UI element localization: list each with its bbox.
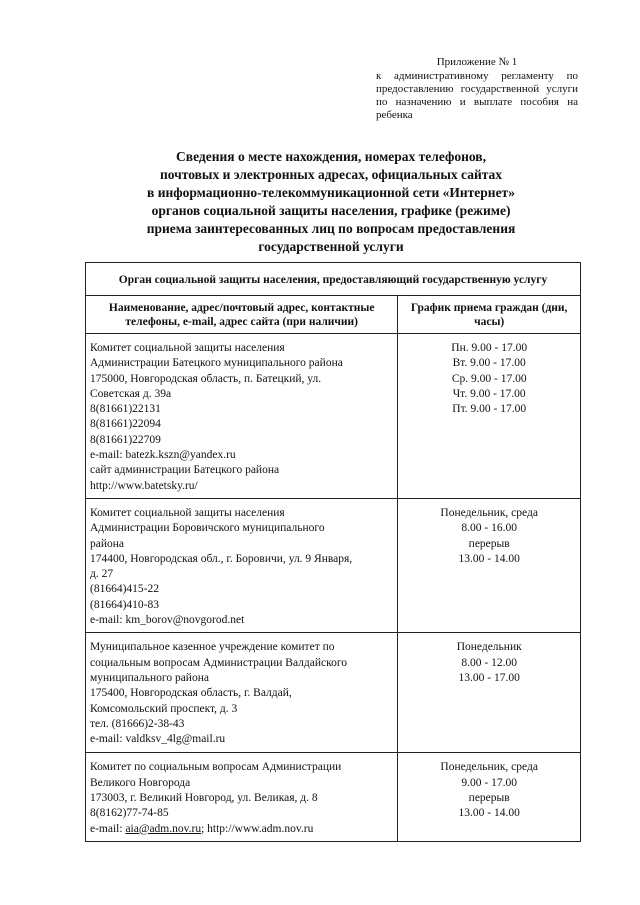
contact-line: Комитет социальной защиты населения: [90, 342, 285, 354]
contact-line: тел. (81666)2-38-43: [90, 717, 185, 730]
contact-line: 175000, Новгородская область, п. Батецкий, ул.: [90, 372, 322, 385]
schedule-line: 13.00 - 14.00: [458, 552, 520, 565]
contact-line: 8(8162)77-74-85: [90, 807, 169, 820]
contact-email-line: [90, 822, 394, 837]
contact-line: района: [90, 537, 125, 550]
title-line: Сведения о месте нахождения, номерах телефонов,: [176, 149, 486, 164]
contact-line: 174400, Новгородская обл., г. Боровичи, ул. 9 Января,: [90, 552, 353, 565]
table-header-row: [86, 263, 581, 296]
office-schedule: [398, 753, 581, 841]
schedule-line: 8.00 - 16.00: [461, 522, 517, 535]
table-row: [86, 334, 581, 499]
contact-line: Муниципальное казенное учреждение комитет по: [90, 641, 335, 654]
contact-line: 8(81661)22094: [90, 418, 161, 431]
office-contacts: [86, 753, 398, 841]
appendix-text: к административному регламенту по предоставлению государственной услуги по назначению и выплате пособия на ребенка: [376, 70, 578, 121]
schedule-line: Пт. 9.00 - 17.00: [452, 403, 527, 416]
contact-line: Комитет по социальным вопросам Администрации: [90, 761, 342, 774]
office-contacts: [86, 498, 398, 632]
contact-line: сайт администрации Батецкого района: [90, 464, 280, 477]
contact-line: Комитет социальной защиты населения: [90, 506, 285, 519]
offices-table: [85, 262, 581, 842]
contact-line: муниципального района: [90, 671, 209, 684]
contact-line: Великого Новгорода: [90, 776, 191, 789]
schedule-line: Пн. 9.00 - 17.00: [451, 342, 528, 354]
contact-line: e-mail: valdksv_4lg@mail.ru: [90, 733, 226, 746]
document-title: [96, 148, 566, 256]
contact-line: Администрации Батецкого муниципального района: [90, 357, 343, 370]
office-contacts: [86, 633, 398, 753]
contact-line: Администрации Боровичского муниципального: [90, 522, 325, 535]
office-schedule: [398, 633, 581, 753]
contact-line: 8(81661)22131: [90, 403, 161, 416]
column-header-contacts: Наименование, адрес/почтовый адрес, контактные телефоны, e-mail, адрес сайта (при наличии): [86, 296, 398, 334]
contact-line: 8(81661)22709: [90, 433, 161, 446]
schedule-line: Понедельник: [456, 641, 522, 654]
contact-line: Комсомольский проспект, д. 3: [90, 702, 238, 715]
title-line: государственной услуги: [258, 239, 404, 254]
schedule-line: 13.00 - 14.00: [458, 807, 520, 820]
schedule-line: 13.00 - 17.00: [458, 671, 520, 684]
title-line: органов социальной защиты населения, графике (режиме): [151, 203, 511, 218]
title-line: почтовых и электронных адресах, официальных сайтах: [159, 167, 503, 182]
contact-line: 175400, Новгородская область, г. Валдай,: [90, 687, 292, 700]
contact-line: e-mail: batezk.kszn@yandex.ru: [90, 449, 236, 462]
schedule-line: Ср. 9.00 - 17.00: [451, 372, 527, 385]
contact-line: e-mail: km_borov@novgorod.net: [90, 614, 245, 627]
appendix-note: [376, 56, 578, 122]
office-contacts: [86, 334, 398, 499]
contact-line: социальным вопросам Администрации Валдайского: [90, 656, 348, 669]
table-row: [86, 498, 581, 632]
title-line: в информационно-телекоммуникационной сети «Интернет»: [147, 185, 515, 200]
email-prefix: e-mail:: [90, 822, 126, 835]
contact-line: http://www.batetsky.ru/: [90, 479, 198, 492]
contact-line: д. 27: [90, 568, 114, 581]
schedule-line: 8.00 - 12.00: [461, 656, 517, 669]
schedule-line: Вт. 9.00 - 17.00: [452, 357, 526, 370]
table-header: Орган социальной защиты населения, предоставляющий государственную услугу: [86, 263, 581, 296]
appendix-number: Приложение № 1: [436, 56, 518, 68]
schedule-line: Понедельник, среда: [440, 506, 538, 519]
title-line: приема заинтересованных лиц по вопросам предоставления: [146, 221, 516, 236]
website-text: ; http://www.adm.nov.ru: [201, 822, 314, 835]
contact-line: (81664)415-22: [90, 583, 159, 596]
schedule-line: перерыв: [468, 537, 510, 550]
schedule-line: 9.00 - 17.00: [461, 776, 517, 789]
email-link[interactable]: aia@adm.nov.ru: [125, 822, 202, 835]
table-row: [86, 633, 581, 753]
contact-line: 173003, г. Великий Новгород, ул. Великая, д. 8: [90, 791, 318, 804]
column-header-schedule: График приема граждан (дни, часы): [398, 296, 581, 334]
contact-line: (81664)410-83: [90, 598, 159, 611]
table-row: [86, 753, 581, 841]
schedule-line: Чт. 9.00 - 17.00: [452, 387, 526, 400]
office-schedule: [398, 498, 581, 632]
schedule-line: Понедельник, среда: [440, 761, 538, 774]
office-schedule: [398, 334, 581, 499]
contact-line: Советская д. 39а: [90, 387, 172, 400]
column-header-row: [86, 296, 581, 334]
schedule-line: перерыв: [468, 791, 510, 804]
